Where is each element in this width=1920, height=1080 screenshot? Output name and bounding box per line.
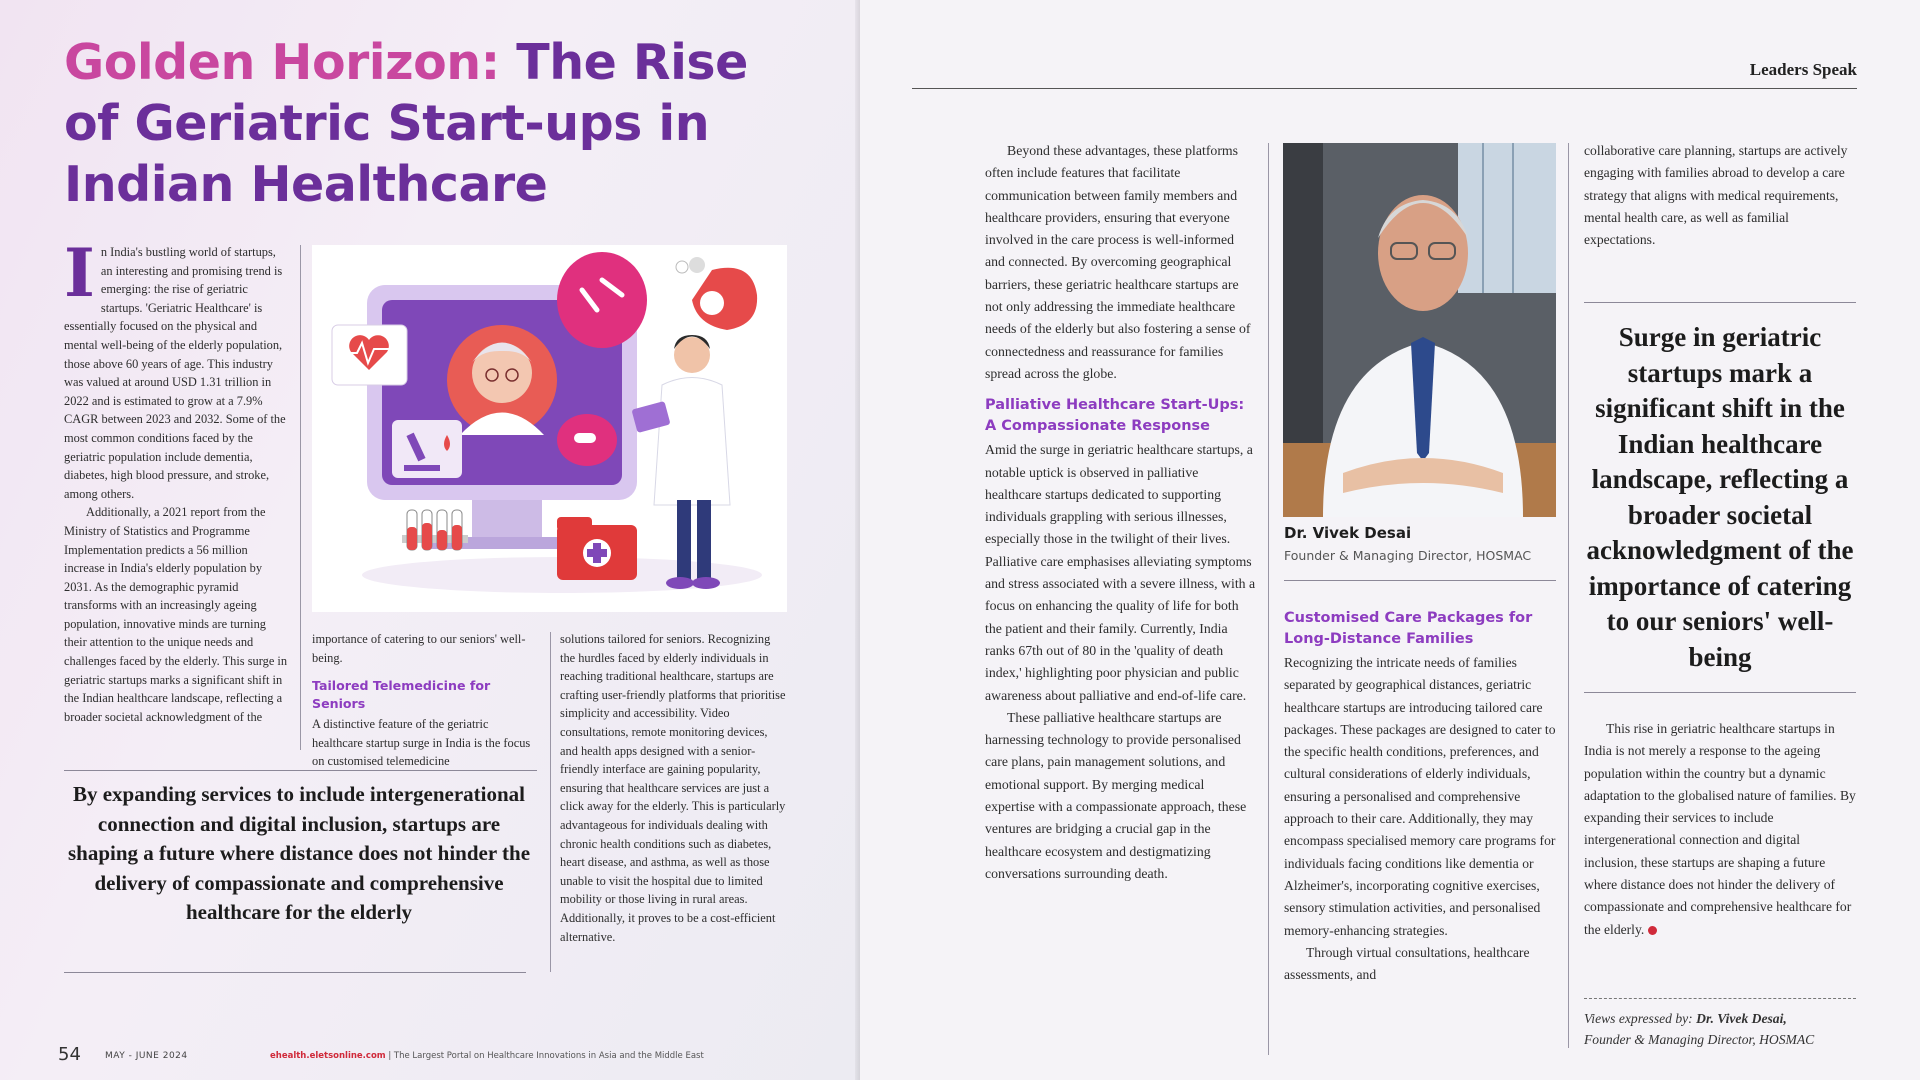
left-column-2 — [312, 630, 538, 769]
left-page — [0, 0, 860, 1080]
left-column-3 — [560, 630, 786, 980]
dropcap: I — [64, 234, 95, 312]
column-rule — [550, 632, 551, 972]
views-title: Founder & Managing Director, HOSMAC — [1584, 1032, 1815, 1047]
left-column-1 — [64, 234, 290, 753]
paragraph: Beyond these advantages, these platforms often include features that facilitate communication between family members and healthcare providers, ensuring that everyone involved in the care process is well-informed and connected. By overcoming geographical barriers, these geriatric healthcare startups are not only addressing the immediate healthcare needs of the elderly but also fostering a sense of connectedness and reassurance for families spread across the globe. — [985, 143, 1251, 381]
doctor-figure — [631, 335, 730, 589]
pull-quote-right: Surge in geriatric startups mark a significant shift in the Indian healthcare landscape, reflecting a broader societal acknowledgment of the importance of catering to our seniors' well-being — [1586, 322, 1854, 672]
footer-tagline: The Largest Portal on Healthcare Innovations in Asia and the Middle East — [393, 1051, 704, 1061]
portrait-svg — [1283, 143, 1556, 517]
headline-accent: Golden Horizon: — [64, 34, 500, 91]
pull-quote-rule-bottom — [1584, 692, 1856, 693]
paragraph: Recognizing the intricate needs of families separated by geographical distances, geriatric healthcare startups are introducing tailored care packages. These packages are designed to cater to the specific health conditions, preferences, and cultural considerations of elderly individuals, ensuring a personalised and comprehensive approach to their care. Additionally, they may encompass specialised memory care programs for individuals facing conditions like dementia or Alzheimer's, incorporating cognitive exercises, sensory stimulation activities, and personalised memory-enhancing strategies. — [1284, 655, 1556, 938]
right-column-3-top — [1584, 140, 1856, 280]
elderly-woman-avatar — [447, 325, 557, 435]
pull-quote-left: By expanding services to include intergenerational connection and digital inclusion, startups are shaping a future where distance does not hinder the delivery of compassionate and comprehensive healthcare for the elderly — [67, 782, 531, 924]
footer-site: ehealth.eletsonline.com | The Largest Portal on Healthcare Innovations in Asia and the Middle East — [270, 1051, 704, 1061]
microscope-icon — [392, 420, 462, 478]
subhead-palliative: Palliative Healthcare Start-Ups: A Compassionate Response — [985, 397, 1245, 435]
photo-caption-title: Founder & Managing Director, HOSMAC — [1284, 548, 1532, 563]
section-label: Leaders Speak — [1749, 60, 1857, 79]
right-column-1 — [985, 140, 1257, 1055]
page-number: 54 — [58, 1044, 81, 1065]
issue-date: MAY - JUNE 2024 — [105, 1051, 188, 1061]
pull-quote-rule-top — [64, 770, 537, 771]
headline-rest: The Rise of Geriatric Start-ups in Indian Healthcare — [64, 34, 748, 213]
intro-paragraph: In India's bustling world of startups, an interesting and promising trend is emerging: the rise of geriatric startups. 'Geriatric Healthcare' is essentially focused on the physical and mental well-being of the elderly population, those above 60 years of age. This industry was valued at around USD 1.31 trillion in 2022 and is estimated to grow at a 7.9% CAGR between 2023 and 2032. Some of the most common conditions faced by the geriatric population include dementia, diabetes, high blood pressure, and stroke, among others. — [64, 234, 286, 501]
dotted-divider — [1584, 998, 1856, 999]
portrait-photo — [1283, 143, 1556, 517]
paragraph: collaborative care planning, startups are actively engaging with families abroad to develop a care strategy that aligns with medical requirements, mental health care, as well as familial expectations. — [1584, 143, 1848, 248]
paragraph: solutions tailored for seniors. Recognizing the hurdles faced by elderly individuals in reaching traditional healthcare, startups are crafting user-friendly platforms that prioritise simplicity and accessibility. Video consultations, remote monitoring devices, and health apps designed with a senior-friendly interface are gaining popularity, ensuring that healthcare services are just a click away for the elderly. This is particularly advantageous for individuals dealing with chronic health conditions such as diabetes, heart disease, and asthma, as well as those unable to visit the hospital due to limited mobility or those living in rural areas. Additionally, it proves to be a cost-efficient alternative. — [560, 632, 786, 944]
paragraph: Amid the surge in geriatric healthcare startups, a notable uptick is observed in palliative healthcare startups dedicated to supporting individuals grappling with serious illnesses, especially those in the twilight of their lives. Palliative care emphasises alleviating symptoms and stress associated with a severe illness, with a focus on enhancing the quality of life for both the patient and their family. Currently, India ranks 67th out of 80 in the 'quality of death index,' highlighting poor physician and public awareness about palliative and end-of-life care. — [985, 442, 1256, 703]
pull-quote-rule-top — [1584, 302, 1856, 303]
telemedicine-illustration — [312, 245, 787, 612]
views-name: Dr. Vivek Desai, — [1696, 1011, 1787, 1026]
right-column-3-bottom — [1584, 718, 1856, 988]
paragraph: This rise in geriatric healthcare startups in India is not merely a response to the ageing population within the country but a dynamic adaptation to the globalised nature of families. By expanding their services to include intergenerational connection and digital inclusion, these startups are shaping a future where distance does not hinder the delivery of compassionate and comprehensive healthcare for the elderly. — [1584, 721, 1856, 937]
photo-caption-name: Dr. Vivek Desai — [1284, 524, 1412, 542]
medical-folder-icon — [557, 517, 637, 580]
subhead-care-packages: Customised Care Packages for Long-Distance Families — [1284, 610, 1533, 647]
paragraph: A distinctive feature of the geriatric healthcare startup surge in India is the focus on customised telemedicine — [312, 717, 531, 769]
column-rule — [300, 245, 301, 750]
end-mark-icon — [1648, 926, 1657, 935]
paragraph: These palliative healthcare startups are harnessing technology to provide personalised care plans, pain management solutions, and emotional support. By merging medical expertise with a compassionate approach, these ventures are bridging a crucial gap in the healthcare ecosystem and destigmatizing conversations surrounding death. — [985, 709, 1247, 881]
views-credit: Views expressed by: Dr. Vivek Desai, Founder & Managing Director, HOSMAC — [1584, 1011, 1815, 1047]
paragraph: Through virtual consultations, healthcare assessments, and — [1284, 944, 1530, 983]
right-column-2 — [1284, 602, 1556, 1057]
article-headline — [64, 32, 784, 215]
column-rule — [1568, 143, 1569, 1048]
illustration-svg — [312, 245, 787, 612]
pull-quote-rule-bottom — [64, 972, 526, 973]
site-link[interactable]: ehealth.eletsonline.com — [270, 1051, 386, 1061]
header-rule — [912, 88, 1857, 89]
paragraph: Additionally, a 2021 report from the Ministry of Statistics and Programme Implementation predicts a 56 million increase in India's elderly population by 2031. As the demographic pyramid transforms with an increasingly ageing population, innovative minds are turning their attention to the unique needs and challenges faced by the elderly. This surge in geriatric startups marks a significant shift in the Indian healthcare landscape, reflecting a broader societal acknowledgment of the — [64, 505, 288, 724]
column-rule — [1268, 143, 1269, 1055]
paragraph: importance of catering to our seniors' well-being. — [312, 632, 526, 665]
caption-rule — [1284, 580, 1556, 581]
subhead-telemedicine: Tailored Telemedicine for Seniors — [312, 678, 491, 712]
heart-pulse-icon — [332, 325, 407, 385]
